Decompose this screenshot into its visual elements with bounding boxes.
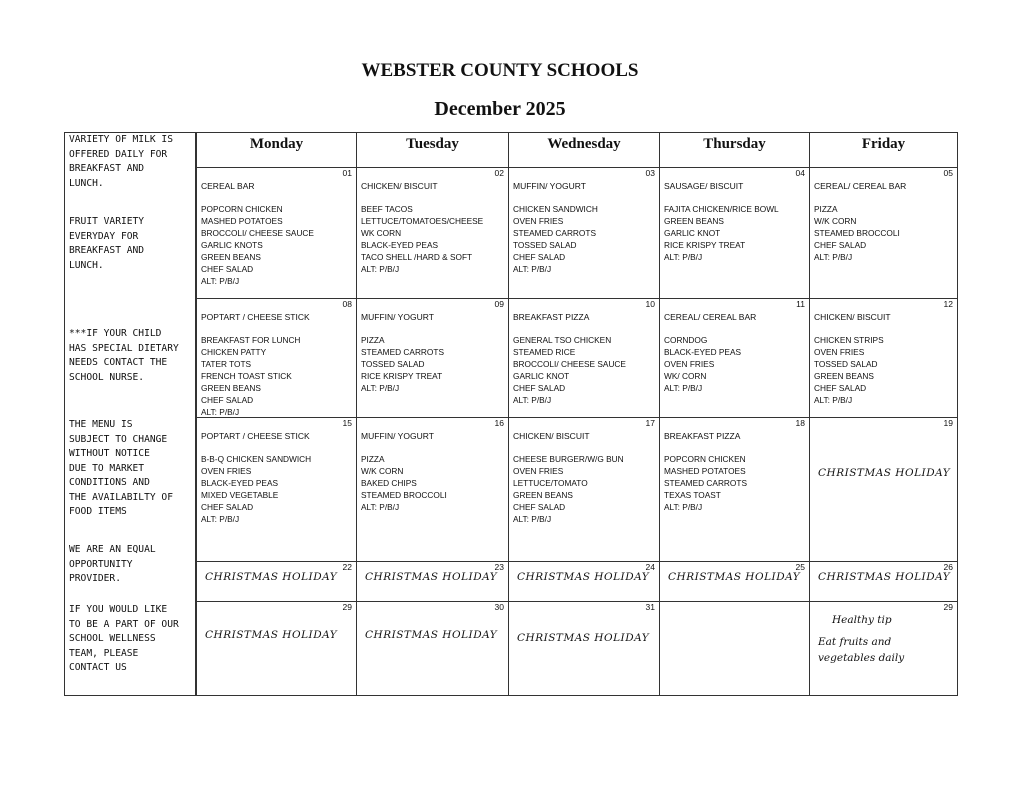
breakfast-item: CEREAL BAR [201, 181, 255, 191]
healthy-tip-title: Healthy tip [832, 614, 892, 626]
lunch-item: CHEF SALAD [513, 502, 566, 512]
lunch-item: LETTUCE/TOMATO [513, 478, 588, 488]
lunch-item: OVEN FRIES [201, 466, 252, 476]
holiday-label: CHRISTMAS HOLIDAY [668, 571, 801, 583]
lunch-item: CHEF SALAD [513, 383, 566, 393]
day-cell [357, 602, 509, 696]
lunch-item: RICE KRISPY TREAT [664, 240, 746, 250]
day-header-friday: Friday [810, 132, 958, 168]
lunch-items [814, 334, 884, 406]
equal-opportunity-note: WE ARE AN EQUAL OPPORTUNITY PROVIDER. [69, 544, 156, 584]
holiday-label: CHRISTMAS HOLIDAY [517, 632, 650, 644]
info-sidebar [64, 132, 196, 696]
lunch-item: CHICKEN PATTY [201, 347, 267, 357]
lunch-item: MIXED VEGETABLE [201, 490, 279, 500]
lunch-item: ALT: P/B/J [664, 252, 703, 262]
day-cell [810, 418, 958, 562]
breakfast-item: MUFFIN/ YOGURT [361, 431, 434, 441]
date-number: 22 [342, 562, 352, 572]
lunch-item: OVEN FRIES [513, 216, 564, 226]
day-cell [509, 418, 660, 562]
date-number: 26 [943, 562, 953, 572]
lunch-item: STEAMED BROCCOLI [361, 490, 447, 500]
wellness-team-note: IF YOU WOULD LIKE TO BE A PART OF OUR SCHOOL WELLNESS TEAM, PLEASE CONTACT US [69, 604, 179, 673]
day-cell [196, 168, 357, 299]
breakfast-item: CEREAL/ CEREAL BAR [664, 312, 757, 322]
breakfast-item: SAUSAGE/ BISCUIT [664, 181, 744, 191]
breakfast-item: POPTART / CHEESE STICK [201, 312, 310, 322]
dietary-note: ***IF YOUR CHILD HAS SPECIAL DIETARY NEEDS CONTACT THE SCHOOL NURSE. [69, 328, 179, 383]
breakfast-item: CHICKEN/ BISCUIT [513, 431, 590, 441]
lunch-item: CHICKEN STRIPS [814, 335, 884, 345]
date-number: 18 [795, 418, 805, 428]
lunch-item: GENERAL TSO CHICKEN [513, 335, 612, 345]
holiday-label: CHRISTMAS HOLIDAY [205, 629, 338, 641]
lunch-item: W/K CORN [361, 466, 404, 476]
lunch-item: POPCORN CHICKEN [201, 204, 283, 214]
date-number: 30 [494, 602, 504, 612]
lunch-items [664, 453, 747, 513]
lunch-item: MASHED POTATOES [201, 216, 283, 226]
lunch-item: RICE KRISPY TREAT [361, 371, 443, 381]
lunch-items [201, 334, 300, 418]
lunch-item: FRENCH TOAST STICK [201, 371, 292, 381]
lunch-item: OVEN FRIES [814, 347, 865, 357]
lunch-item: CHEF SALAD [814, 383, 867, 393]
lunch-item: STEAMED CARROTS [361, 347, 444, 357]
lunch-item: CHEESE BURGER/W/G BUN [513, 454, 624, 464]
date-number: 17 [645, 418, 655, 428]
lunch-item: ALT: P/B/J [513, 264, 552, 274]
lunch-item: GREEN BEANS [201, 383, 261, 393]
lunch-item: WK/ CORN [664, 371, 707, 381]
lunch-item: ALT: P/B/J [201, 514, 240, 524]
month-title: December 2025 [434, 98, 566, 120]
date-number: 11 [796, 299, 805, 309]
day-cell [509, 299, 660, 418]
day-cell [810, 168, 958, 299]
breakfast-item: MUFFIN/ YOGURT [361, 312, 434, 322]
lunch-item: FAJITA CHICKEN/RICE BOWL [664, 204, 779, 214]
lunch-item: ALT: P/B/J [361, 502, 400, 512]
date-number: 12 [943, 299, 953, 309]
lunch-item: ALT: P/B/J [513, 395, 552, 405]
breakfast-item: POPTART / CHEESE STICK [201, 431, 310, 441]
lunch-item: STEAMED RICE [513, 347, 576, 357]
lunch-items [361, 203, 483, 275]
date-number: 16 [494, 418, 504, 428]
lunch-item: GREEN BEANS [814, 371, 874, 381]
date-number: 10 [645, 299, 655, 309]
lunch-item: STEAMED BROCCOLI [814, 228, 900, 238]
lunch-item: BAKED CHIPS [361, 478, 417, 488]
date-number: 02 [494, 168, 504, 178]
lunch-item: TACO SHELL /HARD & SOFT [361, 252, 473, 262]
healthy-tip-line: Eat fruits and [818, 636, 892, 648]
lunch-item: CHEF SALAD [201, 395, 254, 405]
fruit-note: FRUIT VARIETY EVERYDAY FOR BREAKFAST AND LUNCH. [69, 216, 145, 271]
day-cell [660, 168, 810, 299]
lunch-item: BLACK-EYED PEAS [664, 347, 742, 357]
lunch-item: ALT: P/B/J [664, 383, 703, 393]
lunch-items [361, 334, 444, 394]
date-number: 24 [645, 562, 655, 572]
date-number: 04 [795, 168, 805, 178]
lunch-item: BLACK-EYED PEAS [201, 478, 279, 488]
day-cell [810, 602, 958, 696]
day-cell [810, 562, 958, 602]
date-number: 29 [342, 602, 352, 612]
lunch-item: ALT: P/B/J [814, 395, 853, 405]
breakfast-item: BREAKFAST PIZZA [664, 431, 741, 441]
day-cell [660, 418, 810, 562]
lunch-items [361, 453, 447, 513]
lunch-item: TOSSED SALAD [814, 359, 878, 369]
lunch-item: ALT: P/B/J [361, 264, 400, 274]
breakfast-item: CHICKEN/ BISCUIT [361, 181, 438, 191]
lunch-items [664, 334, 741, 394]
lunch-item: ALT: P/B/J [361, 383, 400, 393]
milk-note: VARIETY OF MILK IS OFFERED DAILY FOR BREAKFAST AND LUNCH. [69, 134, 173, 189]
date-number: 05 [943, 168, 953, 178]
date-number: 09 [494, 299, 504, 309]
day-header-wednesday: Wednesday [509, 132, 660, 168]
date-number: 15 [342, 418, 352, 428]
day-cell [509, 168, 660, 299]
lunch-item: MASHED POTATOES [664, 466, 746, 476]
lunch-item: STEAMED CARROTS [513, 228, 596, 238]
date-number: 25 [795, 562, 805, 572]
lunch-item: ALT: P/B/J [664, 502, 703, 512]
lunch-item: ALT: P/B/J [201, 407, 240, 417]
lunch-item: GREEN BEANS [664, 216, 724, 226]
healthy-tip-line: vegetables daily [818, 652, 905, 664]
lunch-item: GARLIC KNOT [513, 371, 570, 381]
day-cell [509, 562, 660, 602]
date-number: 23 [494, 562, 504, 572]
lunch-item: TOSSED SALAD [513, 240, 577, 250]
day-header-thursday: Thursday [660, 132, 810, 168]
lunch-item: OVEN FRIES [513, 466, 564, 476]
holiday-label: CHRISTMAS HOLIDAY [818, 467, 951, 479]
day-cell [196, 602, 357, 696]
lunch-item: OVEN FRIES [664, 359, 715, 369]
lunch-item: GARLIC KNOTS [201, 240, 263, 250]
lunch-item: TEXAS TOAST [664, 490, 721, 500]
holiday-label: CHRISTMAS HOLIDAY [517, 571, 650, 583]
lunch-item: BEEF TACOS [361, 204, 413, 214]
lunch-item: LETTUCE/TOMATOES/CHEESE [361, 216, 484, 226]
lunch-item: CORNDOG [664, 335, 708, 345]
lunch-item: PIZZA [814, 204, 838, 214]
lunch-item: PIZZA [361, 454, 385, 464]
day-cell [509, 602, 660, 696]
lunch-item: STEAMED CARROTS [664, 478, 747, 488]
menu-change-note: THE MENU IS SUBJECT TO CHANGE WITHOUT NOTICE DUE TO MARKET CONDITIONS AND THE AVAILABILTY OF FOOD ITEMS [69, 419, 173, 517]
holiday-label: CHRISTMAS HOLIDAY [818, 571, 951, 583]
lunch-item: BROCCOLI/ CHEESE SAUCE [513, 359, 626, 369]
lunch-item: POPCORN CHICKEN [664, 454, 746, 464]
lunch-item: CHICKEN SANDWICH [513, 204, 598, 214]
breakfast-item: CEREAL/ CEREAL BAR [814, 181, 907, 191]
lunch-item: CHEF SALAD [814, 240, 867, 250]
breakfast-item: MUFFIN/ YOGURT [513, 181, 586, 191]
day-cell [660, 299, 810, 418]
day-cell [196, 418, 357, 562]
date-number: 31 [645, 602, 655, 612]
lunch-item: BLACK-EYED PEAS [361, 240, 439, 250]
day-cell [357, 299, 509, 418]
menu-calendar-grid [196, 132, 958, 696]
breakfast-item: BREAKFAST PIZZA [513, 312, 590, 322]
lunch-items [513, 203, 598, 275]
lunch-item: GREEN BEANS [201, 252, 261, 262]
day-header-monday: Monday [196, 132, 357, 168]
lunch-item: PIZZA [361, 335, 385, 345]
date-number: 08 [342, 299, 352, 309]
lunch-item: W/K CORN [814, 216, 857, 226]
date-number: 19 [943, 418, 953, 428]
lunch-item: GARLIC KNOT [664, 228, 721, 238]
breakfast-item: CHICKEN/ BISCUIT [814, 312, 891, 322]
holiday-label: CHRISTMAS HOLIDAY [365, 571, 498, 583]
date-number: 29 [943, 602, 953, 612]
day-cell [357, 168, 509, 299]
day-cell [196, 299, 357, 418]
page-title: WEBSTER COUNTY SCHOOLS [361, 60, 639, 81]
lunch-item: TATER TOTS [201, 359, 252, 369]
lunch-items [664, 203, 779, 263]
lunch-items [201, 203, 314, 287]
day-cell [196, 562, 357, 602]
lunch-item: GREEN BEANS [513, 490, 573, 500]
day-header-tuesday: Tuesday [357, 132, 509, 168]
lunch-items [201, 453, 311, 525]
holiday-label: CHRISTMAS HOLIDAY [205, 571, 338, 583]
day-cell [357, 418, 509, 562]
lunch-item: CHEF SALAD [201, 264, 254, 274]
lunch-items [814, 203, 900, 263]
day-cell [660, 562, 810, 602]
lunch-item: WK CORN [361, 228, 402, 238]
lunch-item: BROCCOLI/ CHEESE SAUCE [201, 228, 314, 238]
lunch-item: ALT: P/B/J [201, 276, 240, 286]
lunch-item: TOSSED SALAD [361, 359, 425, 369]
date-number: 03 [645, 168, 655, 178]
holiday-label: CHRISTMAS HOLIDAY [365, 629, 498, 641]
lunch-item: B-B-Q CHICKEN SANDWICH [201, 454, 312, 464]
day-cell [357, 562, 509, 602]
lunch-items [513, 334, 626, 406]
day-cell [660, 602, 810, 696]
lunch-item: CHEF SALAD [513, 252, 566, 262]
lunch-item: ALT: P/B/J [513, 514, 552, 524]
day-cell [810, 299, 958, 418]
lunch-item: BREAKFAST FOR LUNCH [201, 335, 301, 345]
lunch-items [513, 453, 624, 525]
lunch-item: CHEF SALAD [201, 502, 254, 512]
lunch-item: ALT: P/B/J [814, 252, 853, 262]
date-number: 01 [342, 168, 352, 178]
